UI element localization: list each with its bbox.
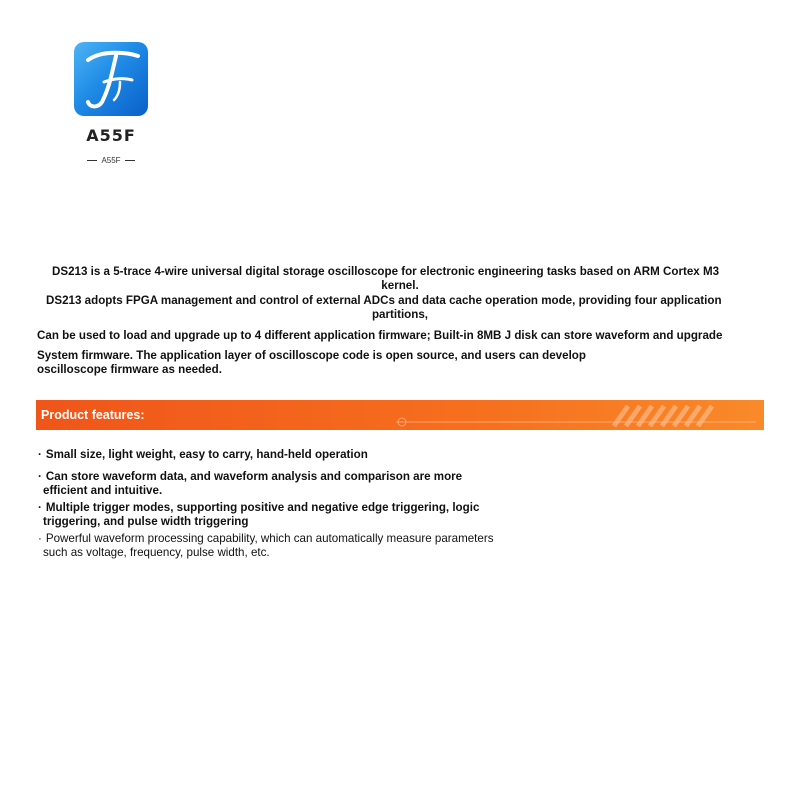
feature-text-1: Small size, light weight, easy to carry, hand-held operation: [45, 448, 368, 461]
bullet-icon: ·: [38, 501, 42, 514]
intro-line-1: DS213 is a 5-trace 4-wire universal digital storage oscilloscope for electronic engineering tasks based on ARM Cortex M3: [52, 265, 720, 278]
intro-line-7: oscilloscope firmware as needed.: [37, 363, 222, 376]
feature-text-3b: triggering, and pulse width triggering: [43, 515, 249, 528]
feature-text-3a: Multiple trigger modes, supporting positive and negative edge triggering, logic: [45, 501, 480, 514]
feature-item-1: [38, 448, 368, 462]
product-features-banner: [36, 400, 764, 430]
brand-logo: [74, 42, 148, 116]
brand-subtitle-text: A55F: [101, 155, 121, 165]
feature-item-3: [38, 501, 479, 529]
intro-line-6: System firmware. The application layer of oscilloscope code is open source, and users can develop: [37, 349, 586, 362]
feature-text-2a: Can store waveform data, and waveform analysis and comparison are more: [45, 470, 463, 483]
brand-logo-glyph: [74, 42, 148, 116]
bullet-icon: ·: [38, 470, 42, 483]
bullet-icon: ·: [38, 532, 42, 545]
feature-text-4b: such as voltage, frequency, pulse width, etc.: [43, 546, 270, 559]
feature-item-2: [38, 470, 462, 498]
intro-line-3: DS213 adopts FPGA management and control of external ADCs and data cache operation mode, providing four application: [46, 294, 722, 307]
brand-subtitle: [70, 154, 152, 166]
feature-text-4a: Powerful waveform processing capability, which can automatically measure parameters: [45, 532, 494, 545]
feature-item-4: [38, 532, 494, 560]
brand-rule-right: [125, 160, 135, 161]
brand-rule-left: [87, 160, 97, 161]
banner-decoration: [36, 400, 764, 430]
intro-line-5: Can be used to load and upgrade up to 4 different application firmware; Built-in 8MB J disk can store waveform and upgrade: [37, 329, 723, 342]
banner-title: Product features:: [41, 408, 145, 422]
intro-line-2: kernel.: [381, 279, 419, 292]
feature-text-2b: efficient and intuitive.: [43, 484, 163, 497]
bullet-icon: ·: [38, 448, 42, 461]
brand-name: A55F: [86, 126, 136, 145]
intro-line-4: partitions,: [371, 308, 429, 321]
